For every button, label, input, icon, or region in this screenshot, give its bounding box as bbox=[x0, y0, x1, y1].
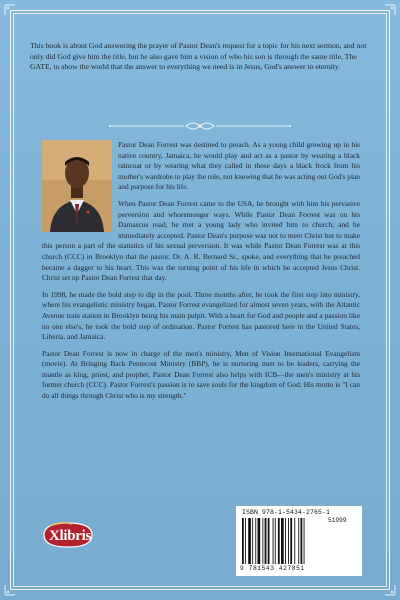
barcode-bar bbox=[258, 518, 261, 564]
corner-ornament-icon bbox=[384, 584, 396, 596]
barcode-bar bbox=[273, 518, 274, 564]
barcode-bar bbox=[262, 518, 263, 564]
barcode-bar bbox=[265, 518, 267, 564]
barcode-bar bbox=[290, 518, 292, 564]
barcode-bars-icon bbox=[242, 518, 326, 564]
barcode-bar bbox=[275, 518, 276, 564]
barcode-bar bbox=[298, 518, 299, 564]
barcode-bar bbox=[268, 518, 270, 564]
barcode-bar bbox=[252, 518, 253, 564]
bio-paragraph: When Pastor Dean Forrest came to the USA, he brought with him his pervasive perversion and whoremonger ways. While Pastor Dean Forrest was on his Damascus road, he met a young lady who invited him to church, and he immediately accepted. Pastor Dean's purpose was not to meet Christ but to make this person a part of the statistics of his sexual perversion. It was while Pastor Dean Forrest was at this church (CCC) in Brooklyn that the pastor, Dr. A. R. Bernard Sr., spoke, and everything that he preached became a dagger to his heart. This was the turning point of his life in which he accepted Jesus Christ. Christ set up Pastor Dean Forrest that day. bbox=[42, 198, 360, 283]
barcode-bar bbox=[281, 518, 284, 564]
bio-paragraph: Pastor Dean Forrest was destined to preach. As a young child growing up in his native country, Jamaica, he would play and act as a pastor by wearing a black raincoat or by wearing what they called in those days a black frock from his mother's wardrobe to play the role, not knowing that he was acting out God's plan and purpose for his life. bbox=[118, 140, 360, 192]
corner-ornament-icon bbox=[4, 4, 16, 16]
barcode-bar bbox=[245, 518, 246, 564]
barcode-bar bbox=[255, 518, 256, 564]
price-code: 51999 bbox=[328, 517, 347, 524]
barcode-bar bbox=[248, 518, 251, 564]
barcode-bar bbox=[242, 518, 244, 564]
barcode-bar bbox=[278, 518, 280, 564]
photo-spacer bbox=[42, 140, 118, 232]
bio-paragraph: In 1998, he made the bold step to dip in the pool. Three months after, he took the first step into ministry, where his evangelistic ministry began. Pastor Forrest evangelized for almost seven years, with the Atlantic Avenue train station in Brooklyn being his main pulpit. With a heart for God and people and a passion like no one else's, he took the bold step of ordination. Pastor Forrest has pastored here in the United States, Liberia, and Jamaica. bbox=[42, 289, 360, 342]
bio-paragraph: Pastor Dean Forrest is now in charge of the men's ministry, Men of Vision International Evangelism (movie). At Bringing Back Pentecost Ministry (BBP), he is nurturing men to be leaders, carrying the mantle as king, priest, and prophet. Pastor Dean Forrest also helps with ICB—the men's ministry at his former church (CCC). Pastor Forrest's passion is to save souls for the kingdom of God. His motto is "I can do all things through Christ who is my strength." bbox=[42, 348, 360, 401]
barcode-digits: 9 781543 427851 bbox=[240, 565, 305, 572]
barcode-bar bbox=[285, 518, 286, 564]
publisher-logo-text: Xlibris bbox=[49, 528, 92, 544]
ornamental-divider-icon bbox=[100, 119, 300, 133]
barcode-bar bbox=[304, 518, 305, 564]
author-biography bbox=[42, 140, 360, 408]
barcode-bar bbox=[294, 518, 295, 564]
book-description: This book is about God answering the prayer of Pastor Dean's request for a topic for his next sermon, and not only did God give him the title, but he also gave him a vision of who his son is through the same title, The GATE, to show the world that the answer to everything we need is in Jesus, God's answer to eternity. bbox=[30, 41, 367, 72]
publisher-logo bbox=[42, 520, 94, 550]
barcode-bar bbox=[301, 518, 303, 564]
barcode-bar bbox=[288, 518, 289, 564]
isbn-label: ISBN 978-1-5434-2765-1 bbox=[242, 509, 331, 516]
corner-ornament-icon bbox=[384, 4, 396, 16]
corner-ornament-icon bbox=[4, 584, 16, 596]
barcode bbox=[236, 506, 362, 576]
